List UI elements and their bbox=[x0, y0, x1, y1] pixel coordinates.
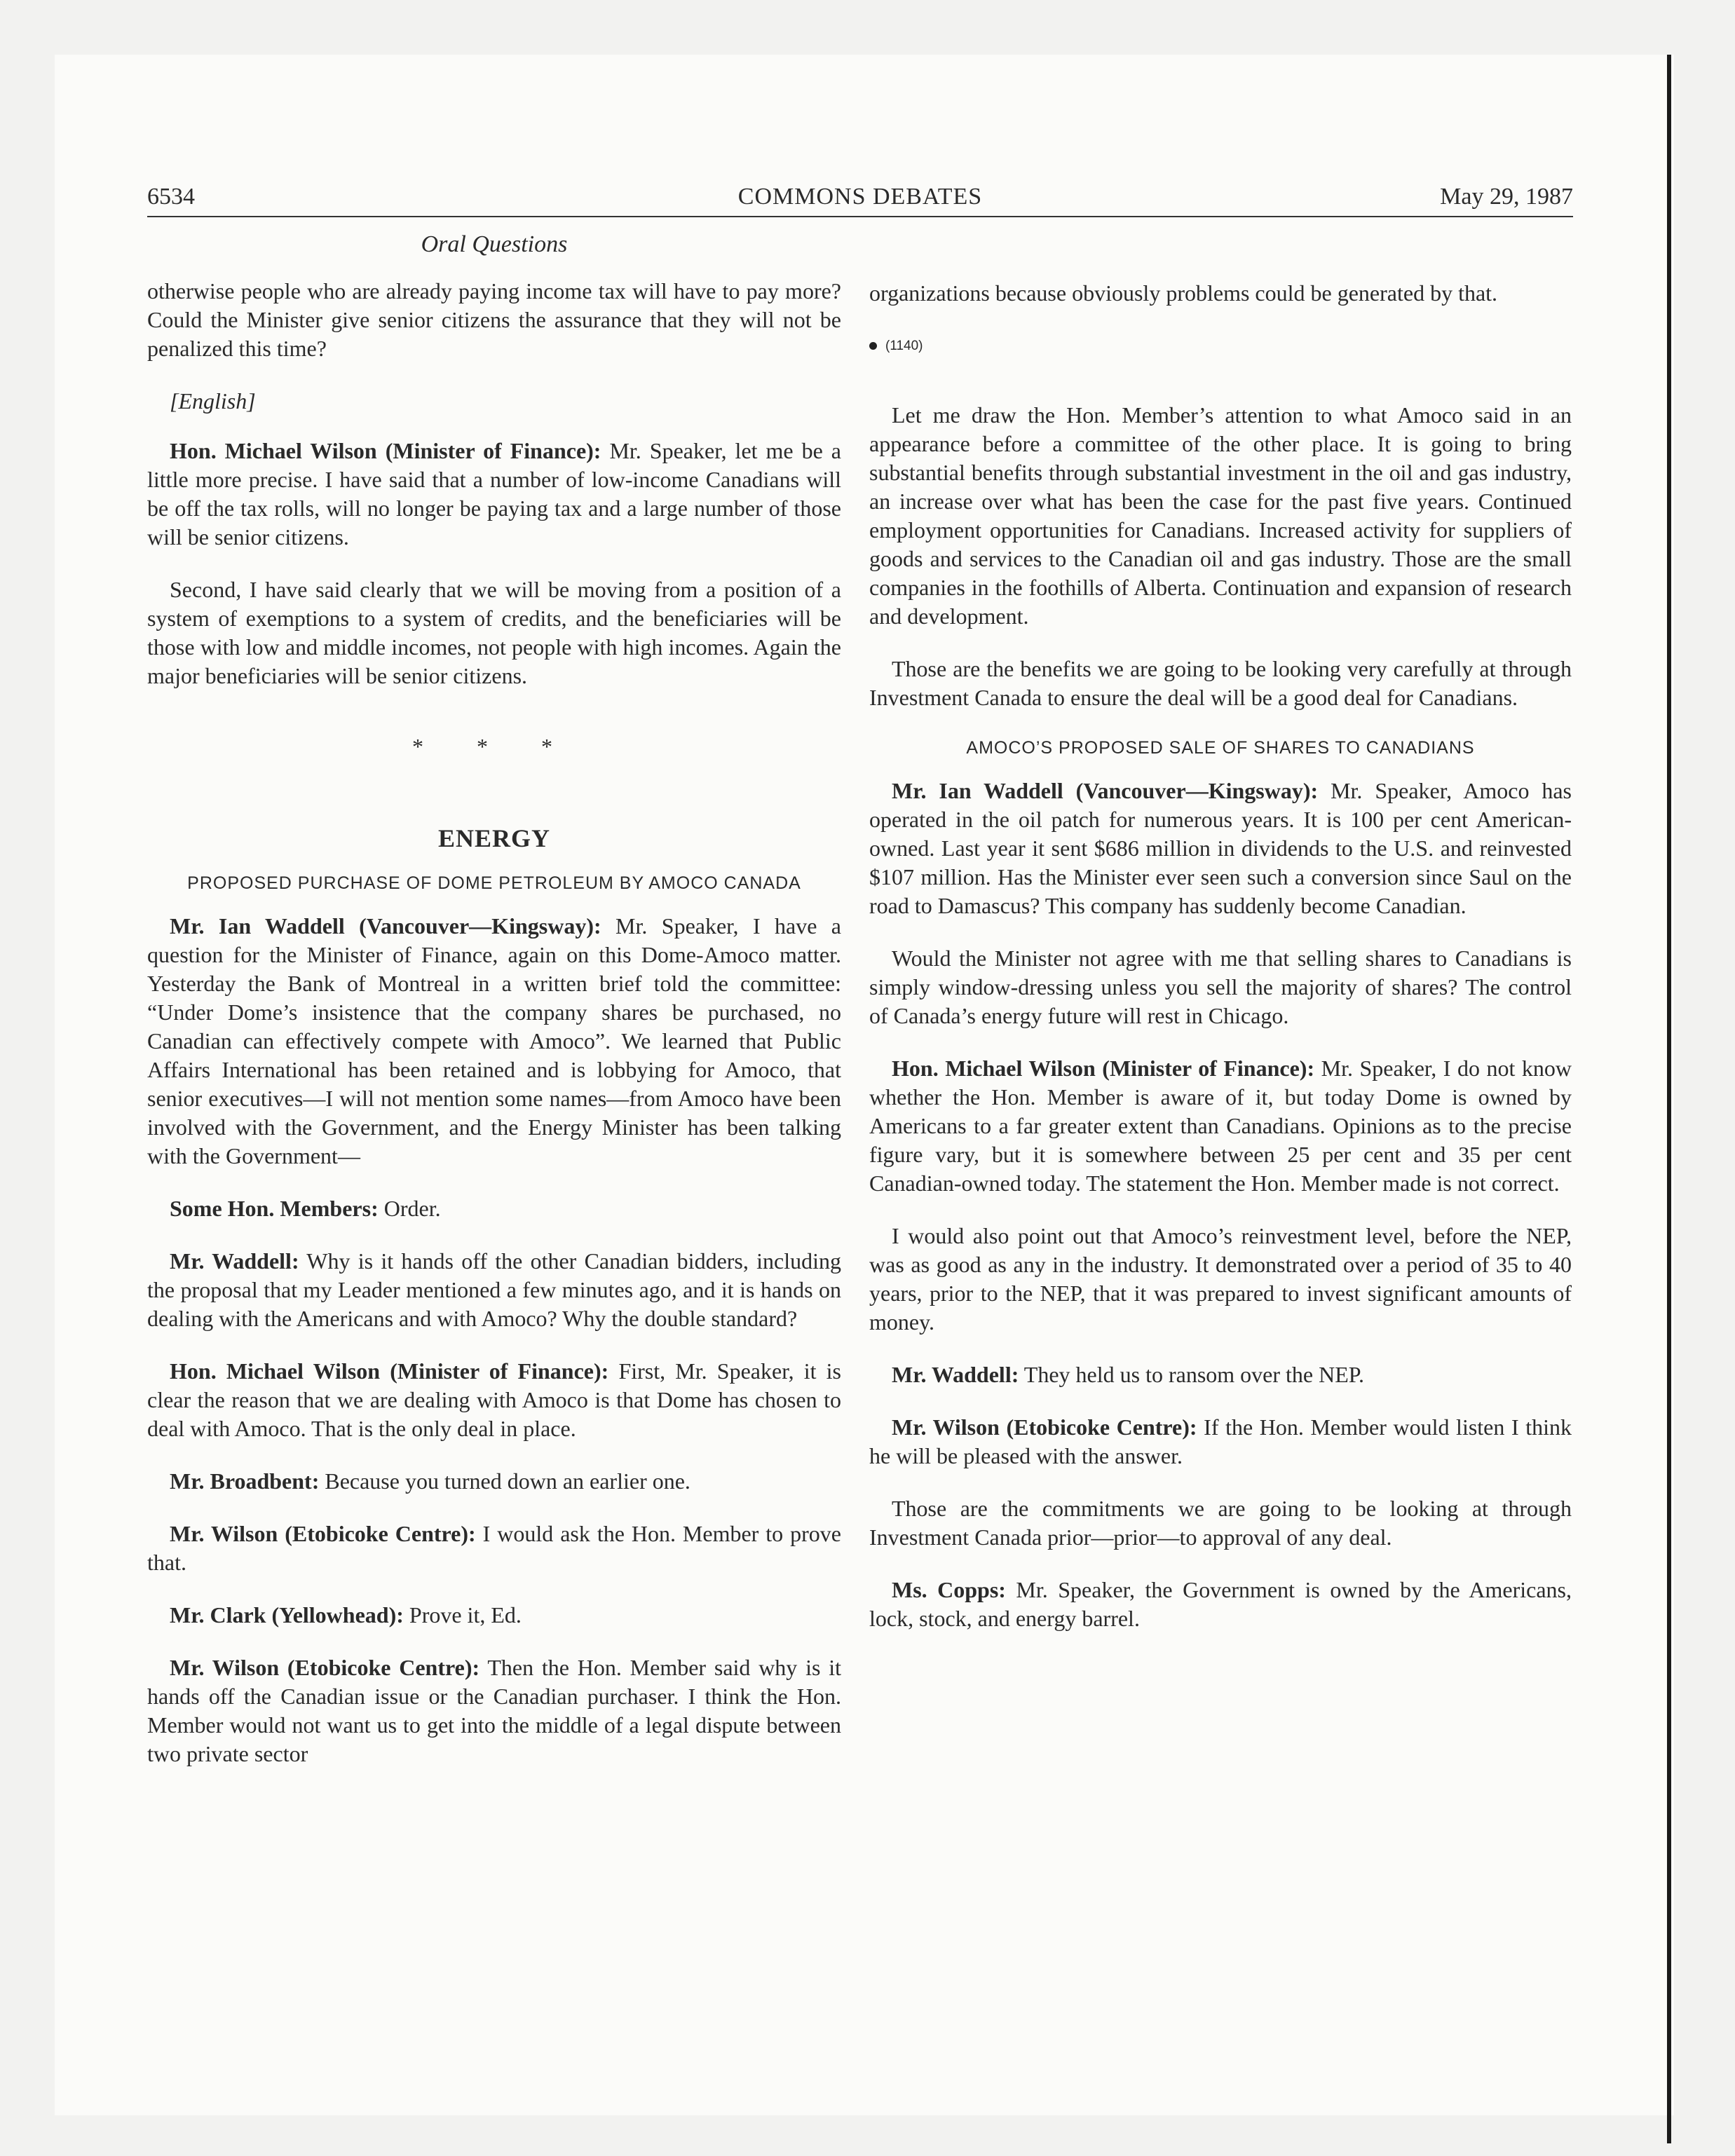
paragraph: Let me draw the Hon. Member’s attention to what Amoco said in an appearance before a committee of the other place. It is going to bring substantial benefits through substantial investment in the oil and gas industry, an increase over what has been the case for the past five years. Continued employment opportunities for Canadians. Increased activity for suppliers of goods and services to the Canadian oil and gas industry. Those are the small companies in the foothills of Alberta. Continuation and expansion of research and development. bbox=[869, 402, 1572, 629]
section-heading: ENERGY bbox=[437, 824, 551, 852]
speech-paragraph bbox=[869, 1413, 1572, 1471]
section-subhead: Oral Questions bbox=[421, 231, 568, 257]
speaker-name: Hon. Michael Wilson (Minister of Finance): bbox=[170, 438, 601, 463]
speech-paragraph bbox=[869, 777, 1572, 920]
section-break: * * * bbox=[412, 734, 576, 759]
speech-paragraph bbox=[147, 1247, 841, 1333]
speaker-name: Ms. Copps: bbox=[892, 1577, 1006, 1602]
speaker-name: Mr. Waddell: bbox=[892, 1362, 1019, 1387]
speech-text: Why is it hands off the other Canadian bidders, including the proposal that my Leader mentioned a few minutes ago, and it is hands on dealing with the Americans and with Amoco? Why the double standard? bbox=[147, 1248, 842, 1331]
speech-paragraph bbox=[147, 437, 841, 552]
speech-paragraph bbox=[869, 1360, 1572, 1389]
topic-rubric: PROPOSED PURCHASE OF DOME PETROLEUM BY AMOCO CANADA bbox=[187, 873, 801, 893]
publication-date: May 29, 1987 bbox=[1440, 184, 1573, 210]
speaker-name: Mr. Wilson (Etobicoke Centre): bbox=[170, 1521, 476, 1546]
speech-text: Because you turned down an earlier one. bbox=[319, 1468, 690, 1494]
right-column bbox=[869, 279, 1572, 1657]
speech-text: They held us to ransom over the NEP. bbox=[1019, 1362, 1365, 1387]
speaker-name: Mr. Ian Waddell (Vancouver—Kingsway): bbox=[170, 913, 601, 939]
paragraph: Those are the commitments we are going to be looking at through Investment Canada prior—prior—to approval of any deal. bbox=[869, 1496, 1572, 1550]
paragraph: organizations because obviously problems could be generated by that. bbox=[869, 280, 1498, 306]
speech-text: Mr. Speaker, the Government is owned by the Americans, lock, stock, and energy barrel. bbox=[869, 1577, 1572, 1631]
speech-text: Mr. Speaker, Amoco has operated in the oil patch for numerous years. It is 100 per cent American-owned. Last year it sent $686 million in dividends to the U.S. and reinvested $107 million. Has the Minister ever seen such a conversion since Saul on the road to Damascus? This company has suddenly become Canadian. bbox=[869, 778, 1572, 918]
paragraph: Second, I have said clearly that we will be moving from a position of a system of exemptions to a system of credits, and the beneficiaries will be those with low and middle incomes, not people with high incomes. Again the major beneficiaries will be senior citizens. bbox=[147, 577, 841, 688]
speech-text: If the Hon. Member would listen I think he will be pleased with the answer. bbox=[869, 1414, 1572, 1468]
left-column bbox=[147, 277, 841, 1792]
publication-title: COMMONS DEBATES bbox=[737, 184, 983, 210]
speaker-name: Mr. Wilson (Etobicoke Centre): bbox=[892, 1414, 1197, 1440]
speech-text: I would ask the Hon. Member to prove that. bbox=[147, 1521, 842, 1575]
language-marker: [English] bbox=[170, 388, 256, 414]
speech-text: First, Mr. Speaker, it is clear the reason that we are dealing with Amoco is that Dome has chosen to deal with Amoco. That is the only deal in place. bbox=[147, 1358, 841, 1441]
speech-text: Then the Hon. Member said why is it hands off the Canadian issue or the Canadian purchaser. I think the Hon. Member would not want us to get into the middle of a legal dispute between two private sector bbox=[147, 1655, 842, 1766]
paragraph: Would the Minister not agree with me that selling shares to Canadians is simply window-dressing unless you sell the majority of shares? The control of Canada’s energy future will rest in Chicago. bbox=[869, 946, 1572, 1028]
speaker-name: Mr. Ian Waddell (Vancouver—Kingsway): bbox=[892, 778, 1319, 803]
speech-paragraph bbox=[147, 1467, 841, 1496]
speech-paragraph bbox=[147, 912, 841, 1171]
speech-paragraph bbox=[869, 1054, 1572, 1198]
speech-paragraph bbox=[147, 1520, 841, 1577]
running-header bbox=[147, 181, 1573, 217]
speech-text: Prove it, Ed. bbox=[403, 1602, 522, 1628]
speech-text: Mr. Speaker, I do not know whether the Hon. Member is aware of it, but today Dome is owned by Americans to a far greater extent than Canadians. Opinions as to the precise figure vary, but it is somewhere between 25 per cent and 35 per cent Canadian-owned today. The statement the Hon. Member made is not correct. bbox=[869, 1056, 1572, 1196]
speaker-name: Mr. Waddell: bbox=[170, 1248, 299, 1274]
speech-paragraph bbox=[147, 1601, 841, 1630]
page-number: 6534 bbox=[147, 184, 195, 210]
speech-paragraph bbox=[147, 1194, 841, 1223]
speech-paragraph bbox=[147, 1653, 841, 1768]
speech-text: Mr. Speaker, I have a question for the Minister of Finance, again on this Dome-Amoco matter. Yesterday the Bank of Montreal in a written brief told the committee: “Under Dome’s insistence that the company shares be purchased, no Canadian can effectively compete with Amoco”. We learned that Public Affairs International has been retained and is lobbying for Amoco, that senior executives—I will not mention some names—from Amoco have been involved with the Government, and the Energy Minister has been talking with the Government— bbox=[147, 913, 842, 1168]
speaker-name: Hon. Michael Wilson (Minister of Finance): bbox=[892, 1056, 1315, 1081]
scan-edge-rule bbox=[1667, 55, 1671, 2143]
speaker-name: Some Hon. Members: bbox=[170, 1196, 379, 1221]
topic-rubric: AMOCO’S PROPOSED SALE OF SHARES TO CANADIANS bbox=[966, 738, 1475, 758]
speech-paragraph bbox=[869, 1576, 1572, 1633]
time-marker bbox=[869, 332, 1572, 360]
speaker-name: Mr. Clark (Yellowhead): bbox=[170, 1602, 404, 1628]
paragraph: otherwise people who are already paying income tax will have to pay more? Could the Minister give senior citizens the assurance that they will not be penalized this time? bbox=[147, 278, 841, 361]
speech-text: Mr. Speaker, let me be a little more precise. I have said that a number of low-income Canadians will be off the tax rolls, will no longer be paying tax and a large number of those will be senior citizens. bbox=[147, 438, 842, 550]
speaker-name: Hon. Michael Wilson (Minister of Finance): bbox=[170, 1358, 609, 1384]
speech-text: Order. bbox=[378, 1196, 441, 1221]
paragraph: I would also point out that Amoco’s reinvestment level, before the NEP, was as good as any in the industry. It demonstrated over a period of 35 to 40 years, prior to the NEP, that it was prepared to invest significant amounts of money. bbox=[869, 1223, 1572, 1335]
paragraph: Those are the benefits we are going to be looking very carefully at through Investment Canada to ensure the deal will be a good deal for Canadians. bbox=[869, 656, 1572, 710]
time-stamp: (1140) bbox=[885, 339, 923, 353]
speaker-name: Mr. Wilson (Etobicoke Centre): bbox=[170, 1655, 480, 1680]
bullet-icon bbox=[869, 342, 877, 350]
speaker-name: Mr. Broadbent: bbox=[170, 1468, 320, 1494]
speech-paragraph bbox=[147, 1357, 841, 1443]
